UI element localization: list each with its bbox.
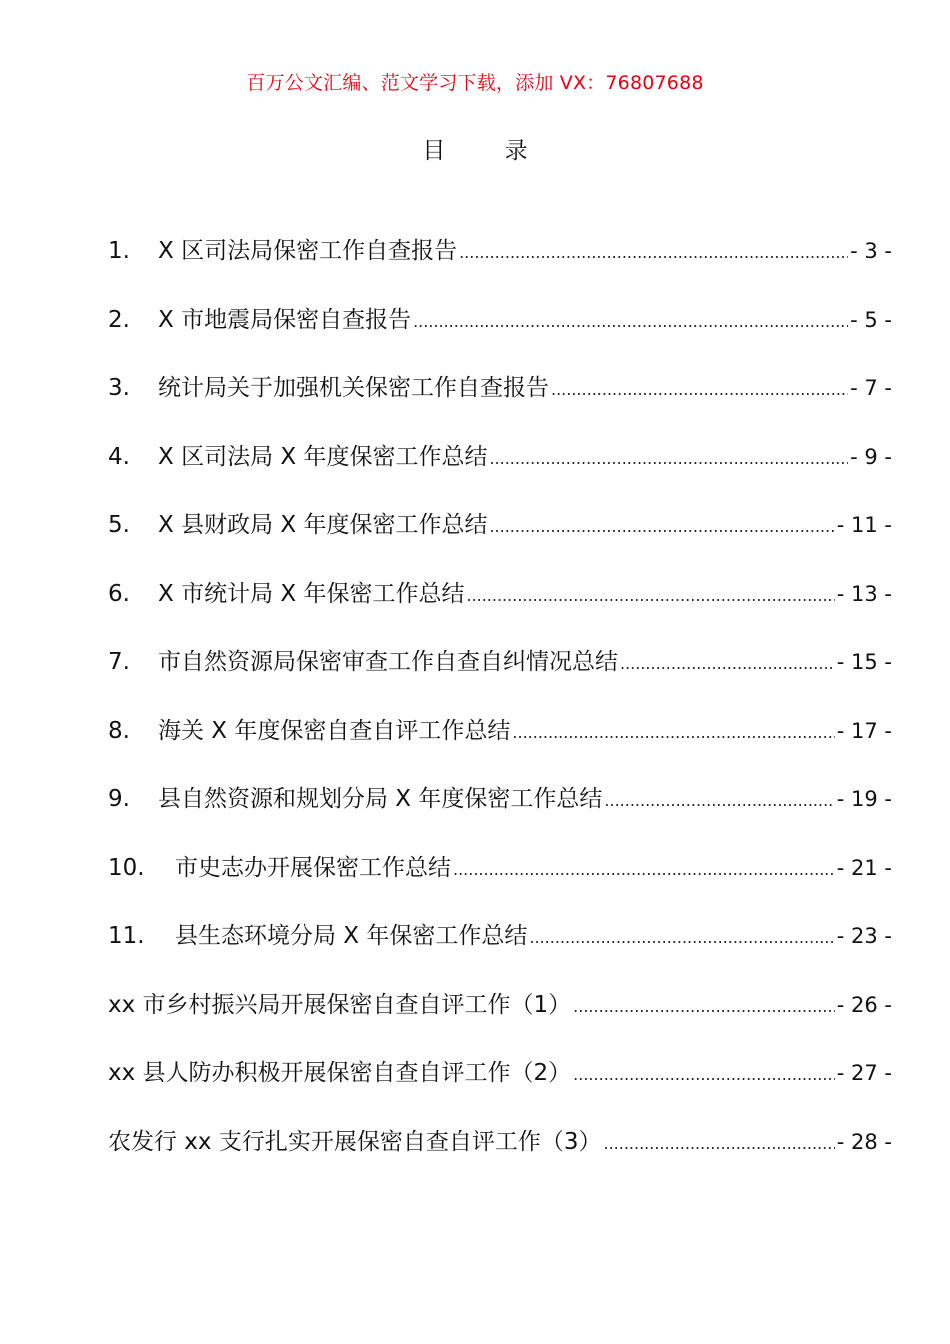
toc-entry-page: - 28 - <box>836 1129 892 1154</box>
toc-entry[interactable] <box>108 575 892 644</box>
toc-entry[interactable] <box>108 849 892 918</box>
toc-entry-page: - 9 - <box>850 444 892 469</box>
toc-entry-title: xx 市乡村振兴局开展保密自查自评工作（1） <box>108 991 572 1018</box>
toc-leader-dots <box>453 860 835 879</box>
toc-entry-page: - 13 - <box>836 581 892 606</box>
toc-entry-title: 农发行 xx 支行扎实开展保密自查自评工作（3） <box>108 1128 602 1155</box>
toc-entry-title: 县生态环境分局 X 年保密工作总结 <box>175 923 528 949</box>
toc-leader-dots <box>459 243 848 262</box>
toc-leader-dots <box>603 1134 834 1153</box>
toc-leader-dots <box>489 449 848 468</box>
toc-entry[interactable] <box>108 1054 892 1123</box>
toc-entry-number: 9. <box>108 786 130 812</box>
toc-entry-page: - 26 - <box>836 992 892 1017</box>
toc-leader-dots <box>466 586 834 605</box>
toc-entry-number: 1. <box>108 238 130 264</box>
toc-entry[interactable] <box>108 369 892 438</box>
toc-entry-title: X 市统计局 X 年保密工作总结 <box>158 580 465 607</box>
toc-entry-page: - 11 - <box>836 513 892 537</box>
table-of-contents <box>108 232 892 1191</box>
header-note: 百万公文汇编、范文学习下载，添加 VX：76807688 <box>246 72 704 94</box>
toc-entry[interactable] <box>108 917 892 986</box>
toc-entry-page: - 19 - <box>836 787 892 811</box>
toc-entry-page: - 15 - <box>836 650 892 674</box>
toc-entry-number: 6. <box>108 580 130 607</box>
toc-leader-dots <box>573 1065 835 1084</box>
toc-entry-page: - 5 - <box>850 307 892 332</box>
toc-entry-title: 统计局关于加强机关保密工作自查报告 <box>158 375 549 401</box>
toc-entry-page: - 7 - <box>850 376 892 400</box>
toc-entry[interactable] <box>108 438 892 507</box>
toc-entry-page: - 23 - <box>836 924 892 948</box>
toc-leader-dots <box>529 928 834 947</box>
toc-entry[interactable] <box>108 986 892 1055</box>
toc-title: 目 录 <box>422 138 554 164</box>
toc-entry-number: 4. <box>108 443 130 470</box>
toc-entry-number: 10. <box>108 854 145 881</box>
toc-entry-title: X 区司法局保密工作自查报告 <box>158 238 458 264</box>
toc-entry-page: - 17 - <box>836 718 892 743</box>
toc-leader-dots <box>413 312 848 331</box>
toc-entry[interactable] <box>108 712 892 781</box>
toc-entry-number: 5. <box>108 512 130 538</box>
toc-entry-title: xx 县人防办积极开展保密自查自评工作（2） <box>108 1060 572 1086</box>
toc-entry-title: 海关 X 年度保密自查自评工作总结 <box>158 717 511 744</box>
toc-entry-number: 8. <box>108 717 130 744</box>
toc-entry[interactable] <box>108 232 892 301</box>
toc-entry-title: X 区司法局 X 年度保密工作总结 <box>158 443 488 470</box>
toc-entry-title: 市史志办开展保密工作总结 <box>175 854 451 881</box>
toc-entry-number: 11. <box>108 923 145 949</box>
toc-entry-title: X 县财政局 X 年度保密工作总结 <box>158 512 488 538</box>
toc-leader-dots <box>573 997 835 1016</box>
toc-leader-dots <box>551 380 848 399</box>
toc-entry-number: 7. <box>108 649 130 675</box>
toc-entry-page: - 3 - <box>850 239 892 263</box>
toc-leader-dots <box>604 791 834 810</box>
toc-entry-title: 市自然资源局保密审查工作自查自纠情况总结 <box>158 649 618 675</box>
toc-entry[interactable] <box>108 643 892 712</box>
toc-entry[interactable] <box>108 1123 892 1192</box>
toc-entry[interactable] <box>108 506 892 575</box>
toc-entry-page: - 21 - <box>836 855 892 880</box>
toc-entry-page: - 27 - <box>836 1061 892 1085</box>
toc-entry[interactable] <box>108 780 892 849</box>
toc-entry[interactable] <box>108 301 892 370</box>
toc-leader-dots <box>512 723 834 742</box>
toc-entry-title: X 市地震局保密自查报告 <box>158 306 412 333</box>
toc-entry-number: 3. <box>108 375 130 401</box>
toc-entry-number: 2. <box>108 306 130 333</box>
toc-leader-dots <box>620 654 835 673</box>
toc-entry-title: 县自然资源和规划分局 X 年度保密工作总结 <box>158 786 603 812</box>
toc-leader-dots <box>489 517 834 536</box>
